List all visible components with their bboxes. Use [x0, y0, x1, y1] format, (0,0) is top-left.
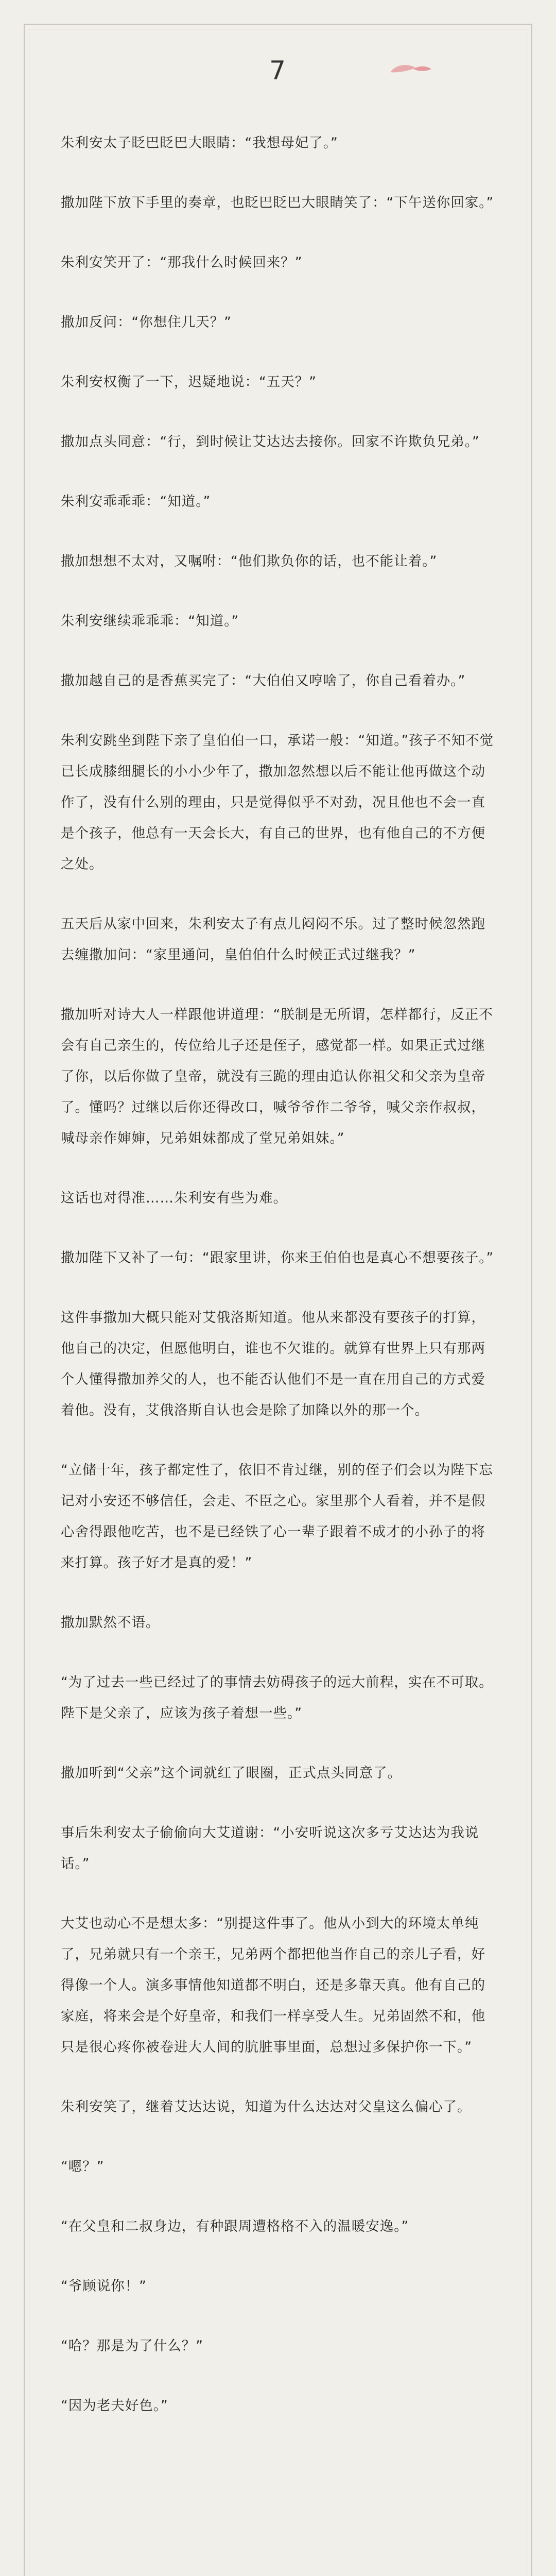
paragraph: “立储十年，孩子都定性了，依旧不肯过继，别的侄子们会以为陛下忘记对小安还不够信任，会走、不臣之心。家里那个人看着，并不是假心舍得跟他吃苦，也不是已经铁了心一辈子跟着不成才的小孙子的将来打算。孩子好才是真的爱！” [61, 1462, 493, 1571]
paragraph: “在父皇和二叔身边，有种跟周遭格格不入的温暖安逸。” [61, 2218, 409, 2234]
paragraph: 事后朱利安太子偷偷向大艾道谢：“小安听说这次多亏艾达达为我说话。” [61, 1825, 479, 1872]
paragraph: 撒加陛下放下手里的奏章，也眨巴眨巴大眼睛笑了：“下午送你回家。” [61, 195, 494, 211]
paragraph: “嗯？” [61, 2159, 105, 2175]
paragraph: 大艾也动心不是想太多：“别提这件事了。他从小到大的环境太单纯了，兄弟就只有一个亲王，兄弟两个都把他当作自己的亲儿子看，好得像一个人。演多事情他知道都不明白，还是多靠天真。他有自己的家庭，将来会是个好皇帝，和我们一样享受人生。兄弟固然不和，他只是很心疼你被卷进大人间的肮脏事里面，总想过多保护你一下。” [61, 1916, 485, 2055]
paragraph: 撒加越自己的是香蕉买完了：“大伯伯又哼啥了，你自己看着办。” [61, 673, 466, 689]
paragraph: 朱利安笑了，继着艾达达说，知道为什么达达对父皇这么偏心了。 [61, 2099, 472, 2115]
paragraph: 朱利安权衡了一下，迟疑地说：“五天？” [61, 374, 317, 390]
paragraph: 朱利安继续乖乖乖：“知道。” [61, 613, 239, 629]
paragraph: 撒加默然不语。 [61, 1615, 160, 1631]
paragraph: 撒加听到“父亲”这个词就红了眼圈，正式点头同意了。 [61, 1765, 402, 1781]
paragraph: 这话也对得准……朱利安有些为难。 [61, 1190, 287, 1206]
chapter-number: 7 [269, 56, 287, 86]
paragraph: 朱利安笑开了：“那我什么时候回来？” [61, 255, 303, 270]
paragraph: 撒加想想不太对，又嘱咐：“他们欺负你的话，也不能让着。” [61, 553, 438, 569]
paragraph: “爷顾说你！” [61, 2278, 147, 2294]
paragraph: 这件事撒加大概只能对艾俄洛斯知道。他从来都没有要孩子的打算，他自己的决定，但愿他明白，谁也不欠谁的。就算有世界上只有那两个人懂得撒加养父的人，也不能否认他们不是一直在用自己的方式爱着他。没有，艾俄洛斯自认也会是除了加隆以外的那一个。 [61, 1310, 485, 1418]
paragraph: 五天后从家中回来，朱利安太子有点儿闷闷不乐。过了整时候忽然跑去缠撒加问：“家里通问，皇伯伯什么时候正式过继我？” [61, 916, 485, 963]
paragraph: “哈？那是为了什么？” [61, 2338, 203, 2354]
paragraph: “因为老夫好色。” [61, 2398, 168, 2414]
paragraph: 撒加听对诗大人一样跟他讲道理：“朕制是无所谓，怎样都行，反正不会有自己亲生的，传位给儿子还是侄子，感觉都一样。如果正式过继了你，以后你做了皇帝，就没有三跪的理由追认你祖父和父亲为皇帝了。懂吗？过继以后你还得改口，喊爷爷作二爷爷，喊父亲作叔叔，喊母亲作婶婶，兄弟姐妹都成了堂兄弟姐妹。” [61, 1007, 493, 1146]
paragraph: 朱利安太子眨巴眨巴大眼睛：“我想母妃了。” [61, 135, 338, 151]
paragraph: 朱利安跳坐到陛下亲了皇伯伯一口，承诺一般：“知道。”孩子不知不觉已长成膝细腿长的小小少年了，撒加忽然想以后不能让他再做这个动作了，没有什么别的理由，只是觉得似乎不对劲，况且他也不会一直是个孩子，他总有一天会长大，有自己的世界，也有他自己的不方便之处。 [61, 733, 494, 872]
paragraph: “为了过去一些已经过了的事情去妨碍孩子的远大前程，实在不可取。陛下是父亲了，应该为孩子着想一些。” [61, 1674, 493, 1721]
paragraph: 朱利安乖乖乖：“知道。” [61, 494, 211, 510]
article-body [61, 128, 495, 2450]
paragraph: 撒加点头同意：“行，到时候让艾达达去接你。回家不许欺负兄弟。” [61, 434, 480, 450]
paragraph: 撒加反问：“你想住几天？” [61, 314, 232, 330]
paragraph: 撒加陛下又补了一句：“跟家里讲，你来王伯伯也是真心不想要孩子。” [61, 1250, 494, 1266]
